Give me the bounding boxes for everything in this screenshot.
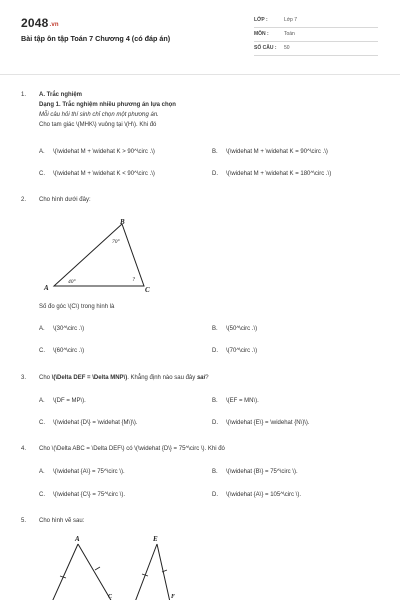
- q1-option-d-text: \(\widehat M + \widehat K = 180^\circ .\): [226, 171, 332, 177]
- q4-option-a-text: \(\widehat {A\} = 75^\circ \).: [53, 469, 125, 475]
- meta-count-value: 50: [284, 45, 290, 51]
- q2-option-c-text: \(60^\circ .\): [53, 348, 85, 354]
- q1-stem: Cho tam giác \(MHK\) vuông tại \(H\). Khi đó: [39, 122, 157, 128]
- q5-stem: Cho hình vẽ sau:: [39, 518, 85, 524]
- congruent-triangles-figure: [40, 532, 180, 600]
- right-triangle: [135, 544, 170, 600]
- q1-option-b-text: \(\widehat M + \widehat K = 90^\circ .\): [226, 149, 328, 155]
- triangle-abc: [54, 224, 144, 286]
- q3-option-a[interactable]: [39, 398, 86, 404]
- q4-option-d-letter: D.: [212, 492, 218, 498]
- right-vertex-top-label: E: [153, 535, 158, 543]
- q3-stem-pre: Cho: [39, 375, 52, 381]
- q4-option-a-letter: A.: [39, 469, 45, 475]
- meta-class: [254, 14, 378, 28]
- header-divider: [0, 74, 400, 75]
- logo-suffix: .vn: [49, 22, 59, 28]
- left-vertex-right-label: C: [108, 594, 113, 600]
- q2-option-d-letter: D.: [212, 348, 218, 354]
- q4-option-c[interactable]: [39, 492, 125, 498]
- q3-option-b[interactable]: [212, 398, 259, 404]
- q3-option-d-text: \(\widehat {E\} = \widehat {N\}\).: [226, 420, 310, 426]
- q2-option-a-letter: A.: [39, 326, 45, 332]
- q2-question: Số đo góc \(C\) trong hình là: [39, 304, 115, 310]
- q2-option-a-text: \(30^\circ .\): [53, 326, 85, 332]
- left-triangle: [52, 544, 112, 600]
- q3-option-c-letter: C.: [39, 420, 45, 426]
- meta-count-label: SỐ CÂU :: [254, 45, 277, 51]
- left-vertex-top-label: A: [75, 535, 80, 543]
- q1-option-b[interactable]: [212, 149, 328, 155]
- angle-b-label: 70°: [112, 239, 120, 245]
- angle-c-label: ?: [132, 277, 135, 283]
- meta-subject-label: MÔN :: [254, 31, 269, 37]
- q1-option-a-letter: A.: [39, 149, 45, 155]
- q2-number: 2.: [21, 197, 27, 203]
- q1-option-c-text: \(\widehat M + \widehat K < 90^\circ .\): [53, 171, 155, 177]
- q3-option-d-letter: D.: [212, 420, 218, 426]
- logo-main: 2048: [21, 16, 49, 30]
- q2-option-b[interactable]: [212, 326, 257, 332]
- q4-option-b-text: \(\widehat {B\} = 75^\circ \).: [226, 469, 298, 475]
- meta-class-value: Lớp 7: [284, 17, 298, 23]
- q3-number: 3.: [21, 375, 27, 381]
- meta-class-label: LỚP :: [254, 17, 268, 23]
- q3-option-c-text: \(\widehat {D\} = \widehat {M\}\).: [53, 420, 138, 426]
- q3-option-a-text: \(DF = MP\).: [53, 398, 86, 404]
- q1-option-a-text: \(\widehat M + \widehat K > 90^\circ .\): [53, 149, 155, 155]
- q3-stem-bold: \(\Delta DEF = \Delta MNP\): [51, 375, 128, 381]
- vertex-c-label: C: [145, 286, 150, 294]
- vertex-a-label: A: [44, 284, 49, 292]
- q2-option-b-letter: B.: [212, 326, 218, 332]
- meta-subject: [254, 28, 378, 42]
- q4-option-c-letter: C.: [39, 492, 45, 498]
- q1-part-title: Dạng 1. Trắc nghiệm nhiều phương án lựa chọn: [39, 102, 176, 108]
- q4-number: 4.: [21, 446, 27, 452]
- q1-instruction: Mỗi câu hỏi thí sinh chỉ chọn một phương án.: [39, 112, 159, 118]
- q1-option-d[interactable]: [212, 171, 331, 177]
- q3-stem-end: ?: [205, 375, 209, 381]
- triangle-abc-figure: [40, 214, 170, 296]
- q4-option-d[interactable]: [212, 492, 301, 498]
- q4-option-b-letter: B.: [212, 469, 218, 475]
- q1-option-a[interactable]: [39, 149, 155, 155]
- q1-option-d-letter: D.: [212, 171, 218, 177]
- q2-option-b-text: \(50^\circ .\): [226, 326, 258, 332]
- q1-option-c[interactable]: [39, 171, 155, 177]
- q3-option-d[interactable]: [212, 420, 310, 426]
- q3-option-c[interactable]: [39, 420, 138, 426]
- q4-stem: Cho \(\Delta ABC = \Delta DEF\) có \(\widehat {D\} = 75^\circ \). Khi đó: [39, 446, 225, 452]
- site-logo[interactable]: [21, 16, 59, 30]
- q4-option-d-text: \(\widehat {A\} = 105^\circ \).: [226, 492, 302, 498]
- meta-count: [254, 42, 378, 56]
- right-vertex-right-label: F: [171, 594, 176, 600]
- q1-number: 1.: [21, 92, 27, 98]
- q3-option-a-letter: A.: [39, 398, 45, 404]
- q3-option-b-text: \(EF = MN\).: [226, 398, 259, 404]
- q3-stem: [39, 375, 209, 381]
- page-header: [0, 0, 400, 72]
- q1-option-b-letter: B.: [212, 149, 218, 155]
- q2-option-d-text: \(70^\circ .\): [226, 348, 258, 354]
- q4-option-a[interactable]: [39, 469, 125, 475]
- vertex-b-label: B: [120, 218, 125, 226]
- q2-option-a[interactable]: [39, 326, 84, 332]
- q3-stem-emph: sai: [196, 375, 206, 381]
- q4-option-c-text: \(\widehat {C\} = 75^\circ \).: [53, 492, 126, 498]
- angle-a-label: 40°: [68, 279, 76, 285]
- q2-option-c[interactable]: [39, 348, 84, 354]
- q3-option-b-letter: B.: [212, 398, 218, 404]
- q1-option-c-letter: C.: [39, 171, 45, 177]
- left-tick-mark: [95, 567, 100, 570]
- q1-section-title: A. Trắc nghiệm: [39, 92, 83, 98]
- document-title: Bài tập ôn tập Toán 7 Chương 4 (có đáp án): [21, 34, 171, 43]
- q2-option-d[interactable]: [212, 348, 257, 354]
- q2-stem: Cho hình dưới đây:: [39, 197, 91, 203]
- q3-stem-mid: . Khẳng định nào sau đây: [127, 375, 197, 381]
- q2-option-c-letter: C.: [39, 348, 45, 354]
- q5-number: 5.: [21, 518, 27, 524]
- q4-option-b[interactable]: [212, 469, 298, 475]
- meta-subject-value: Toán: [284, 31, 295, 37]
